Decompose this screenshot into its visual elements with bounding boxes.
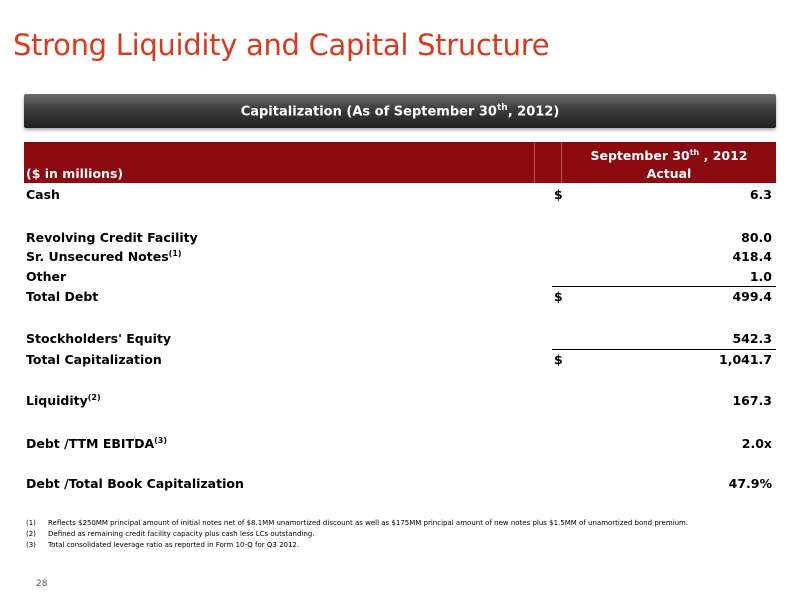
page-number: 28 — [36, 579, 48, 589]
row-value: 499.4 — [732, 289, 772, 304]
page-title: Strong Liquidity and Capital Structure — [13, 28, 550, 62]
dollar-sign: $ — [554, 352, 563, 367]
column-header-date: September 30th , 2012 — [590, 148, 748, 164]
row-label: Debt /TTM EBITDA$^{(3)}$ — [26, 436, 168, 452]
footnote: (3) Total consolidated leverage ratio as reported in Form 10-Q for Q3 2012. — [26, 541, 300, 549]
row-value: 80.0 — [741, 230, 772, 245]
header-divider — [534, 142, 535, 183]
table-row — [24, 330, 776, 348]
table-row — [24, 475, 776, 493]
table-row — [24, 351, 776, 369]
row-value: 1.0 — [749, 269, 772, 284]
row-value: 2.0x — [741, 436, 772, 451]
table-row — [24, 435, 776, 453]
row-label: Total Debt — [26, 289, 99, 304]
row-value: 47.9% — [728, 476, 772, 491]
row-label: Sr. Unsecured Notes$^{(1)}$ — [26, 249, 182, 265]
column-header-actual: Actual — [646, 166, 692, 181]
row-label: Total Capitalization — [26, 352, 162, 367]
banner-text: Capitalization (As of September 30th, 2012) — [240, 102, 560, 120]
row-label: Stockholders' Equity — [26, 331, 172, 346]
footnote: (1) Reflects $250MM principal amount of initial notes net of $8.1MM unamortized discount as well as $175MM principal amount of new notes plus $1.5MM of unamortized bond premium. — [26, 519, 689, 527]
total-underline — [552, 286, 776, 287]
row-value: 167.3 — [732, 393, 772, 408]
unit-label: ($ in millions) — [26, 166, 124, 181]
row-value: 6.3 — [749, 187, 772, 202]
table-header — [24, 142, 776, 183]
capitalization-banner — [24, 94, 776, 128]
row-label: Liquidity$^{(2)}$ — [26, 393, 101, 409]
row-label: Debt /Total Book Capitalization — [26, 476, 244, 491]
row-value: 542.3 — [732, 331, 772, 346]
row-label: Other — [26, 269, 67, 284]
row-value: 1,041.7 — [719, 352, 772, 367]
dollar-sign: $ — [554, 187, 563, 202]
table-row — [24, 186, 776, 204]
table-row — [24, 392, 776, 410]
footnotes — [26, 518, 688, 551]
total-underline — [552, 349, 776, 350]
row-value: 418.4 — [732, 249, 772, 264]
footnote: (2) Defined as remaining credit facility capacity plus cash less LCs outstanding. — [26, 530, 315, 538]
table-row — [24, 288, 776, 306]
table-row — [24, 248, 776, 266]
table-row — [24, 229, 776, 247]
row-label: Revolving Credit Facility — [26, 230, 198, 245]
row-label: Cash — [26, 187, 60, 202]
dollar-sign: $ — [554, 289, 563, 304]
table-row — [24, 268, 776, 286]
